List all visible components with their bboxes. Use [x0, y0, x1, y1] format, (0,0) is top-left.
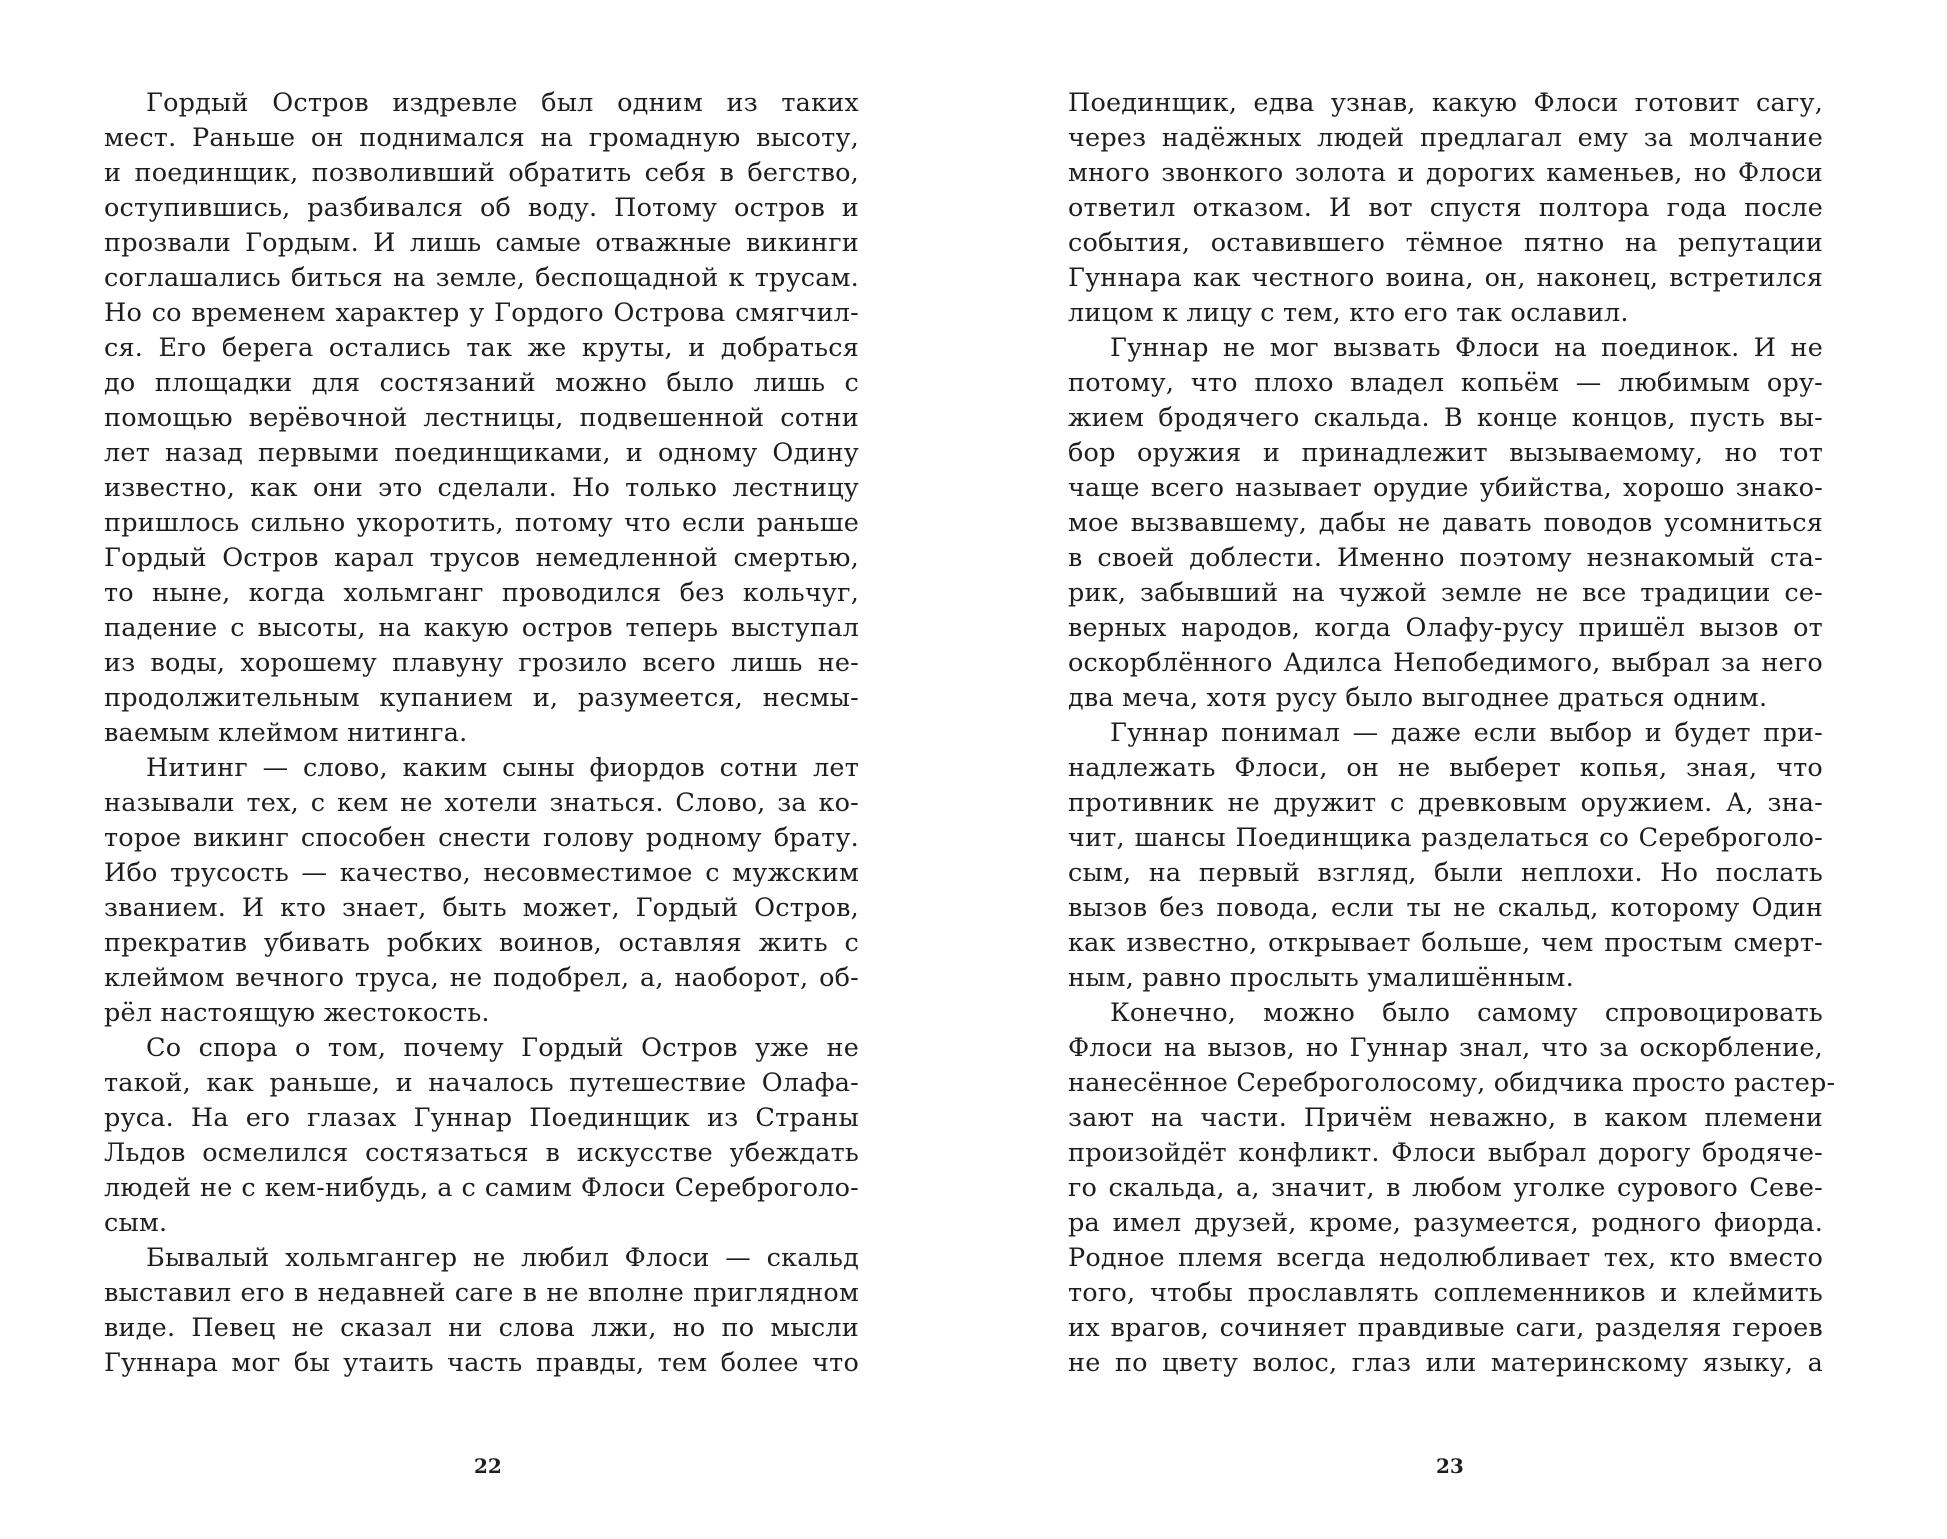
text-line: званием. И кто знает, быть может, Гордый Остров,	[104, 893, 859, 923]
text-line: оскорблённого Адилса Непобедимого, выбрал за него	[1068, 648, 1823, 678]
page-number-right: 23	[1436, 1454, 1464, 1478]
text-line: лет назад первыми поединщиками, и одному Одину	[104, 438, 859, 468]
text-line: руса. На его глазах Гуннар Поединщик из Страны	[104, 1103, 859, 1133]
text-line: мое вызвавшему, дабы не давать поводов усомниться	[1068, 508, 1823, 538]
text-line: сым.	[104, 1208, 168, 1238]
text-line: Но со временем характер у Гордого Острова смягчил-	[104, 298, 859, 328]
text-line: виде. Певец не сказал ни слова лжи, но по мысли	[104, 1313, 859, 1343]
left-page	[104, 86, 859, 1381]
text-line: и поединщик, позволивший обратить себя в бегство,	[104, 158, 859, 188]
text-line: как известно, открывает больше, чем простым смерт-	[1068, 928, 1823, 958]
text-line: ответил отказом. И вот спустя полтора года после	[1068, 193, 1823, 223]
text-line: клеймом вечного труса, не подобрел, а, наоборот, об-	[104, 963, 859, 993]
text-line: сым, на первый взгляд, были неплохи. Но послать	[1068, 858, 1823, 888]
text-line: го скальда, а, значит, в любом уголке сурового Севе-	[1068, 1173, 1823, 1203]
text-line: ваемым клеймом нитинга.	[104, 718, 468, 748]
text-line: того, чтобы прославлять соплеменников и клеймить	[1068, 1278, 1823, 1308]
text-line: бор оружия и принадлежит вызываемому, но тот	[1068, 438, 1823, 468]
text-line: Нитинг — слово, каким сыны фиордов сотни лет	[146, 753, 859, 783]
text-line: ным, равно прослыть умалишённым.	[1068, 963, 1574, 993]
text-line: мест. Раньше он поднимался на громадную высоту,	[104, 123, 859, 153]
text-line: продолжительным купанием и, разумеется, несмы-	[104, 683, 859, 713]
text-line: прозвали Гордым. И лишь самые отважные викинги	[104, 228, 859, 258]
text-line: жием бродячего скальда. В конце концов, пусть вы-	[1068, 403, 1823, 433]
text-line: выставил его в недавней саге в не вполне приглядном	[104, 1278, 859, 1308]
text-line: чаще всего называет орудие убийства, хорошо знако-	[1068, 473, 1823, 503]
text-line: прекратив убивать робких воинов, оставляя жить с	[104, 928, 859, 958]
text-line: рик, забывший на чужой земле не все традиции се-	[1068, 578, 1823, 608]
text-line: рёл настоящую жестокость.	[104, 998, 490, 1028]
text-line: надлежать Флоси, он не выберет копья, зная, что	[1068, 753, 1823, 783]
text-line: не по цвету волос, глаз или материнскому языку, а	[1068, 1348, 1823, 1378]
text-line: Гордый Остров издревле был одним из таких	[146, 88, 859, 118]
text-line: верных народов, когда Олафу-русу пришёл вызов от	[1068, 613, 1823, 643]
text-line: Ибо трусость — качество, несовместимое с мужским	[104, 858, 859, 888]
text-line: Гордый Остров карал трусов немедленной смертью,	[104, 543, 859, 573]
text-line: Поединщик, едва узнав, какую Флоси готовит сагу,	[1068, 88, 1823, 118]
page-number-left: 22	[474, 1454, 502, 1478]
text-line: в своей доблести. Именно поэтому незнакомый ста-	[1068, 543, 1823, 573]
text-line: Льдов осмелился состязаться в искусстве убеждать	[104, 1138, 859, 1168]
text-line: Родное племя всегда недолюбливает тех, кто вместо	[1068, 1243, 1823, 1273]
text-line: Со спора о том, почему Гордый Остров уже не	[146, 1033, 859, 1063]
text-line: много звонкого золота и дорогих каменьев, но Флоси	[1068, 158, 1823, 188]
text-line: известно, как они это сделали. Но только лестницу	[104, 473, 859, 503]
text-line: потому, что плохо владел копьём — любимым ору-	[1068, 368, 1823, 398]
text-line: людей не с кем-нибудь, а с самим Флоси Сереброголо-	[104, 1173, 859, 1203]
text-line: падение с высоты, на какую остров теперь выступал	[104, 613, 859, 643]
text-line: противник не дружит с древковым оружием. А, зна-	[1068, 788, 1823, 818]
text-line: пришлось сильно укоротить, потому что если раньше	[104, 508, 859, 538]
text-line: произойдёт конфликт. Флоси выбрал дорогу бродяче-	[1068, 1138, 1823, 1168]
text-line: помощью верёвочной лестницы, подвешенной сотни	[104, 403, 859, 433]
text-line: Конечно, можно было самому спровоцировать	[1110, 998, 1823, 1028]
text-line: чит, шансы Поединщика разделаться со Сереброголо-	[1068, 823, 1823, 853]
text-line: Гуннара как честного воина, он, наконец, встретился	[1068, 263, 1823, 293]
text-line: Гуннара мог бы утаить часть правды, тем более что	[104, 1348, 859, 1378]
text-line: лицом к лицу с тем, кто его так ославил.	[1068, 298, 1629, 328]
text-line: называли тех, с кем не хотели знаться. Слово, за ко-	[104, 788, 859, 818]
text-line: соглашались биться на земле, беспощадной к трусам.	[104, 263, 859, 293]
text-line: из воды, хорошему плавуну грозило всего лишь не-	[104, 648, 859, 678]
text-line: ра имел друзей, кроме, разумеется, родного фиорда.	[1068, 1208, 1823, 1238]
text-line: Гуннар понимал — даже если выбор и будет при-	[1110, 718, 1823, 748]
text-line: два меча, хотя русу было выгоднее драться одним.	[1068, 683, 1768, 713]
text-line: торое викинг способен снести голову родному брату.	[104, 823, 859, 853]
text-line: зают на части. Причём неважно, в каком племени	[1068, 1103, 1823, 1133]
text-line: ся. Его берега остались так же круты, и добраться	[104, 333, 859, 363]
text-line: такой, как раньше, и началось путешествие Олафа-	[104, 1068, 859, 1098]
text-line: Гуннар не мог вызвать Флоси на поединок. И не	[1110, 333, 1823, 363]
text-line: оступившись, разбивался об воду. Потому остров и	[104, 193, 859, 223]
text-line: через надёжных людей предлагал ему за молчание	[1068, 123, 1823, 153]
text-line: нанесённое Сереброголосому, обидчика просто растер-	[1068, 1068, 1836, 1098]
text-line: Бывалый хольмгангер не любил Флоси — скальд	[146, 1243, 859, 1273]
text-line: до площадки для состязаний можно было лишь с	[104, 368, 859, 398]
right-page	[1068, 86, 1836, 1381]
text-line: Флоси на вызов, но Гуннар знал, что за оскорбление,	[1068, 1033, 1823, 1063]
text-line: то ныне, когда хольмганг проводился без кольчуг,	[104, 578, 859, 608]
text-line: вызов без повода, если ты не скальд, которому Один	[1068, 893, 1823, 923]
text-line: события, оставившего тёмное пятно на репутации	[1068, 228, 1823, 258]
text-line: их врагов, сочиняет правдивые саги, разделяя героев	[1068, 1313, 1823, 1343]
